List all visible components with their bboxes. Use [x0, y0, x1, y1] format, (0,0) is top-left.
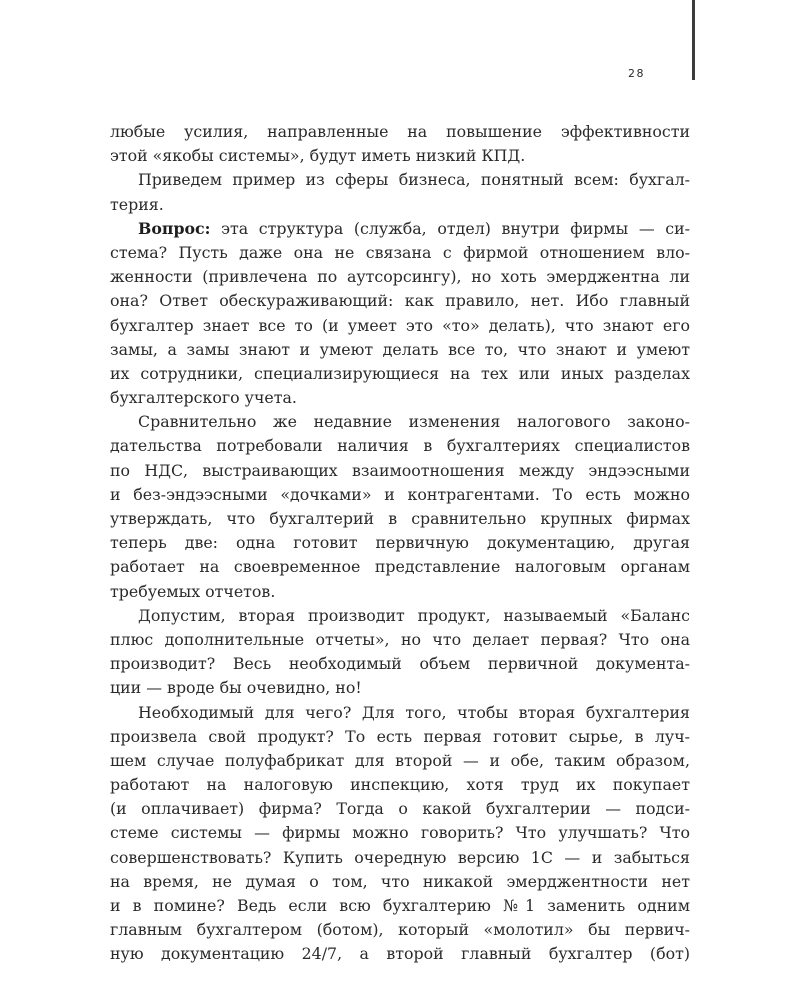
text-line: (и оплачивает) фирма? Тогда о какой бухгалтерии — подси- [110, 799, 690, 819]
text-line: производит? Весь необходимый объем первичной документа- [110, 654, 690, 674]
text-line: Допустим, вторая производит продукт, называемый «Баланс [138, 605, 690, 625]
text-line: этой «якобы системы», будут иметь низкий КПД. [110, 146, 526, 166]
text-line: на время, не думая о том, что никакой эмерджентности нет [110, 871, 690, 891]
text-line: требуемых отчетов. [110, 581, 276, 601]
text-line: плюс дополнительные отчеты», но что делает первая? Что она [110, 629, 690, 649]
text-line: шем случае полуфабрикат для второй — и обе, таким образом, [110, 750, 690, 770]
text-line: главным бухгалтером (ботом), который «молотил» бы первич- [110, 920, 690, 940]
text-line: по НДС, выстраивающих взаимоотношения между эндээсными [110, 460, 690, 480]
text-line: дательства потребовали наличия в бухгалтериях специалистов [110, 436, 690, 456]
text-line: ции — вроде бы очевидно, но! [110, 678, 362, 698]
text-line [110, 217, 690, 241]
text-line: Сравнительно же недавние изменения налогового законо- [138, 412, 690, 432]
text-line: и в помине? Ведь если всю бухгалтерию №1 заменить одним [110, 896, 690, 915]
text-line: бухгалтер знает все то (и умеет это «то» делать), что знают его [110, 315, 690, 335]
text-line: стеме системы — фирмы можно говорить? Что улучшать? Что [110, 823, 690, 843]
body-text [110, 120, 690, 967]
text-line: их сотрудники, специализирующиеся на тех или иных разделах [110, 363, 690, 383]
text-line: Необходимый для чего? Для того, чтобы вторая бухгалтерия [138, 702, 690, 722]
page-number: 28 [628, 67, 645, 80]
text-line: терия. [110, 194, 164, 214]
text-line: утверждать, что бухгалтерий в сравнительно крупных фирмах [110, 509, 690, 528]
text-line: любые усилия, направленные на повышение эффективности [110, 122, 690, 141]
text-line: бухгалтерского учета. [110, 388, 297, 408]
text-line: работает на своевременное представление налоговым органам [110, 557, 690, 577]
text-line: ную документацию 24/7, а второй главный бухгалтер (бот) [110, 944, 690, 964]
text-line: совершенствовать? Купить очередную версию 1С — и забыться [110, 847, 690, 867]
page-edge-rule [692, 0, 695, 80]
text-line: и без-эндээсными «дочками» и контрагентами. То есть можно [110, 484, 690, 504]
text-line: замы, а замы знают и умеют делать все то, что знают и умеют [110, 339, 690, 359]
text-line: произвела свой продукт? То есть первая готовит сырье, в луч- [110, 726, 690, 746]
text-line: теперь две: одна готовит первичную документацию, другая [110, 533, 690, 553]
text-line: Приведем пример из сферы бизнеса, понятный всем: бухгал- [138, 170, 690, 190]
text-line: стема? Пусть даже она не связана с фирмой отношением вло- [110, 242, 690, 262]
text-line: женности (привлечена по аутсорсингу), но хоть эмерджентна ли [110, 267, 690, 287]
text-line: работают на налоговую инспекцию, хотя труд их покупает [110, 775, 690, 795]
question-label: Вопрос: [138, 218, 211, 238]
text-line: она? Ответ обескураживающий: как правило, нет. Ибо главный [110, 291, 690, 311]
text-fragment: эта структура (служба, отдел) внутри фирмы — си- [210, 218, 690, 238]
